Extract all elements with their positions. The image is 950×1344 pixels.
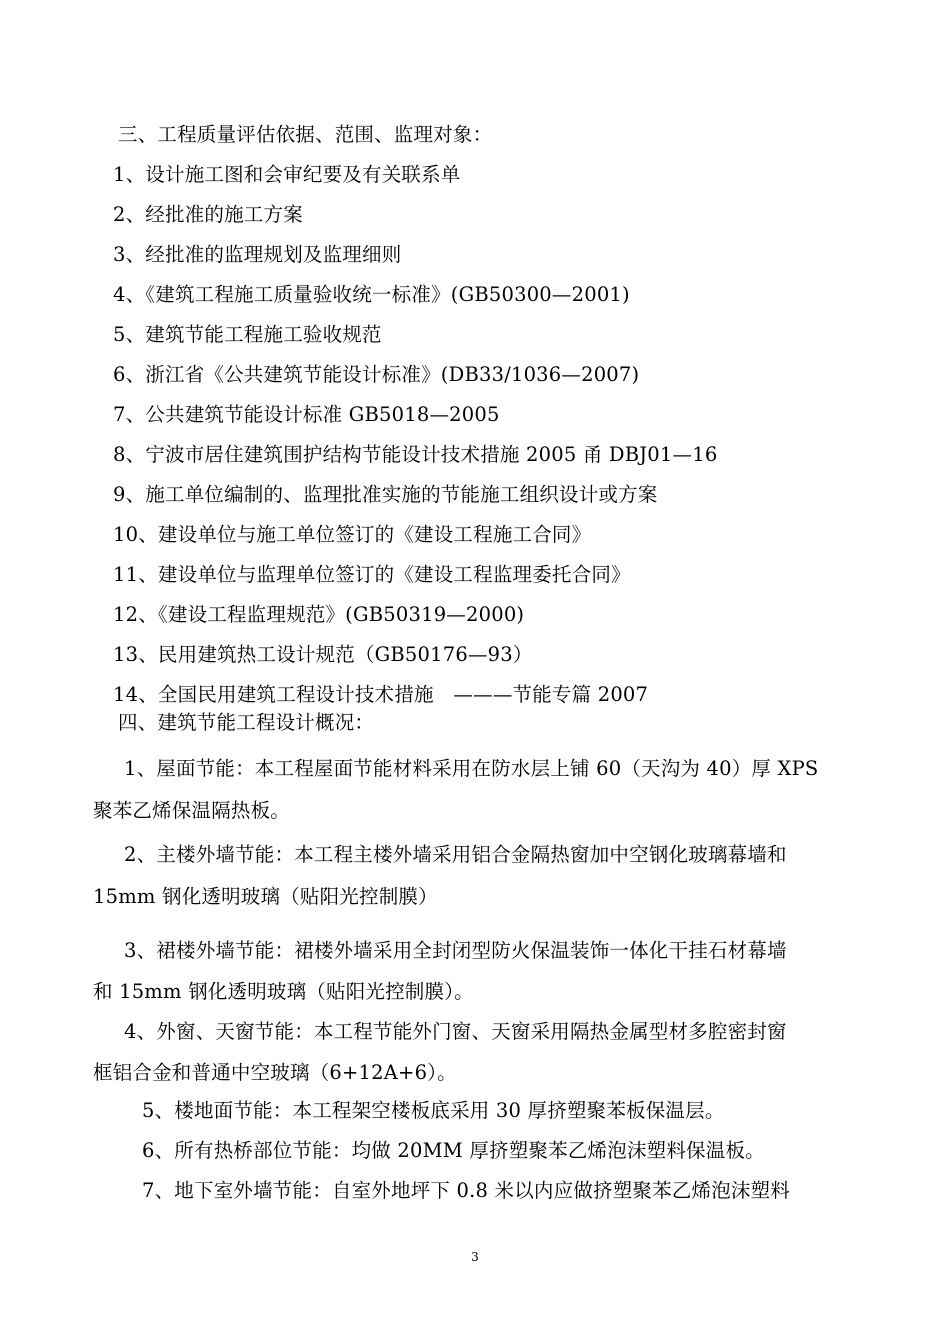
section-4-para-4-line-2: 框铝合金和普通中空玻璃（6+12A+6）。 <box>93 1061 457 1084</box>
section-3-item-11: 11、建设单位与监理单位签订的《建设工程监理委托合同》 <box>113 563 631 586</box>
section-3-item-7: 7、公共建筑节能设计标准 GB5018—2005 <box>113 403 500 426</box>
section-3-item-10: 10、建设单位与施工单位签订的《建设工程施工合同》 <box>113 523 592 546</box>
section-3-item-4: 4、《建筑工程施工质量验收统一标准》(GB50300—2001) <box>113 283 630 306</box>
section-4-para-6: 6、所有热桥部位节能：均做 20MM 厚挤塑聚苯乙烯泡沫塑料保温板。 <box>142 1139 765 1162</box>
page-number: 3 <box>471 1250 479 1264</box>
section-3-item-14: 14、全国民用建筑工程设计技术措施 ———节能专篇 2007 <box>113 683 649 706</box>
section-3-item-12: 12、《建设工程监理规范》(GB50319—2000) <box>113 603 525 626</box>
section-4-para-2-line-1: 2、主楼外墙节能：本工程主楼外墙采用铝合金隔热窗加中空钢化玻璃幕墙和 <box>124 843 787 866</box>
section-4-para-3-line-1: 3、裙楼外墙节能：裙楼外墙采用全封闭型防火保温装饰一体化干挂石材幕墙 <box>124 939 787 962</box>
section-4-para-1-line-1: 1、屋面节能：本工程屋面节能材料采用在防水层上铺 60（天沟为 40）厚 XPS <box>124 757 819 780</box>
section-3-item-3: 3、经批准的监理规划及监理细则 <box>113 243 402 266</box>
section-3-item-8: 8、宁波市居住建筑围护结构节能设计技术措施 2005 甬 DBJ01—16 <box>113 443 718 466</box>
section-3-heading: 三、工程质量评估依据、范围、监理对象： <box>118 123 493 146</box>
section-4-heading: 四、建筑节能工程设计概况： <box>118 711 375 734</box>
section-4-para-7: 7、地下室外墙节能：自室外地坪下 0.8 米以内应做挤塑聚苯乙烯泡沫塑料 <box>142 1179 791 1202</box>
section-3-item-6: 6、浙江省《公共建筑节能设计标准》(DB33/1036—2007) <box>113 363 640 386</box>
section-4-para-4-line-1: 4、外窗、天窗节能：本工程节能外门窗、天窗采用隔热金属型材多腔密封窗 <box>124 1020 787 1043</box>
section-4-para-3-line-2: 和 15mm 钢化透明玻璃（贴阳光控制膜）。 <box>93 980 474 1003</box>
section-3-item-13: 13、民用建筑热工设计规范（GB50176—93） <box>113 643 533 666</box>
section-4-para-1-line-2: 聚苯乙烯保温隔热板。 <box>93 799 291 822</box>
section-3-item-5: 5、建筑节能工程施工验收规范 <box>113 323 382 346</box>
section-4-para-2-line-2: 15mm 钢化透明玻璃（贴阳光控制膜） <box>93 885 438 908</box>
section-3-item-1: 1、设计施工图和会审纪要及有关联系单 <box>113 163 461 186</box>
section-4-para-5: 5、楼地面节能：本工程架空楼板底采用 30 厚挤塑聚苯板保温层。 <box>142 1099 725 1122</box>
section-3-item-9: 9、施工单位编制的、监理批准实施的节能施工组织设计或方案 <box>113 483 658 506</box>
section-3-item-2: 2、经批准的施工方案 <box>113 203 303 226</box>
